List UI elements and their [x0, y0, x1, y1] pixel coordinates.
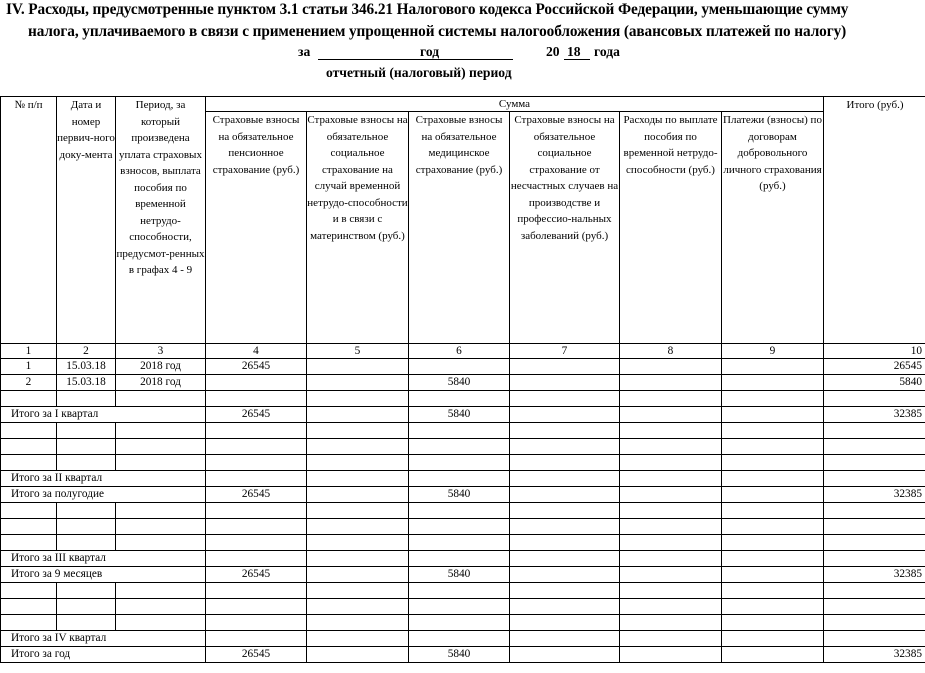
- total-medical[interactable]: 5840: [409, 407, 510, 423]
- col-header-voluntary: Платежи (взносы) по договорам добровольного личного страхования (руб.): [722, 112, 824, 344]
- total-sum[interactable]: 32385: [824, 647, 925, 663]
- row-sick-pay[interactable]: [620, 359, 722, 375]
- total-label: Итого за 9 месяцев: [1, 567, 206, 583]
- total-label: Итого за II квартал: [1, 471, 206, 487]
- row-accident[interactable]: [510, 375, 620, 391]
- table-row: [1, 391, 925, 407]
- section-title-line-1: IV. Расходы, предусмотренные пунктом 3.1 статьи 346.21 Налогового кодекса Российской Федерации, уменьшающие сумму: [6, 1, 849, 18]
- total-pension[interactable]: 26545: [206, 407, 307, 423]
- col-number: 9: [722, 344, 824, 359]
- form-header: [0, 0, 925, 96]
- table-row: [1, 535, 925, 551]
- col-header-sum: Сумма: [206, 97, 824, 112]
- row-total[interactable]: 5840: [824, 375, 925, 391]
- total-row-year: [1, 647, 925, 663]
- total-label: Итого за IV квартал: [1, 631, 206, 647]
- za-label: за: [298, 44, 311, 59]
- row-voluntary[interactable]: [722, 359, 824, 375]
- col-header-period: Период, за который произведена уплата страховых взносов, выплата пособия по временной нетрудо-способности, предусмот-ренных в графах 4 - 9: [116, 97, 206, 344]
- total-row-q2: [1, 471, 925, 487]
- total-pension[interactable]: 26545: [206, 487, 307, 503]
- col-number: 6: [409, 344, 510, 359]
- row-medical[interactable]: [409, 359, 510, 375]
- table-row: [1, 455, 925, 471]
- col-number: 7: [510, 344, 620, 359]
- total-medical[interactable]: 5840: [409, 647, 510, 663]
- total-label: Итого за год: [1, 647, 206, 663]
- table-row: [1, 519, 925, 535]
- total-row-9-months: [1, 567, 925, 583]
- total-medical[interactable]: 5840: [409, 487, 510, 503]
- table-row: [1, 423, 925, 439]
- column-numbers-row: [1, 344, 925, 359]
- table-row: [1, 439, 925, 455]
- total-sum[interactable]: 32385: [824, 567, 925, 583]
- col-number: 5: [307, 344, 409, 359]
- total-row-q4: [1, 631, 925, 647]
- table-row: [1, 375, 925, 391]
- table-row: [1, 615, 925, 631]
- row-total[interactable]: 26545: [824, 359, 925, 375]
- table-row: [1, 503, 925, 519]
- row-period[interactable]: 2018 год: [116, 375, 206, 391]
- total-label: Итого за III квартал: [1, 551, 206, 567]
- row-pension[interactable]: 26545: [206, 359, 307, 375]
- col-number: 10: [824, 344, 925, 359]
- row-medical[interactable]: 5840: [409, 375, 510, 391]
- table-row: [1, 599, 925, 615]
- col-number: 4: [206, 344, 307, 359]
- total-pension[interactable]: 26545: [206, 647, 307, 663]
- col-header-accident: Страховые взносы на обязательное социальное страхование от несчастных случаев на производстве и профессио-нальных заболеваний (руб.): [510, 112, 620, 344]
- year-field[interactable]: 18: [567, 44, 581, 59]
- row-pension[interactable]: [206, 375, 307, 391]
- col-number: 8: [620, 344, 722, 359]
- row-number[interactable]: 2: [1, 375, 57, 391]
- row-sick-pay[interactable]: [620, 375, 722, 391]
- total-label: Итого за I квартал: [1, 407, 206, 423]
- total-row-q3: [1, 551, 925, 567]
- col-number: 3: [116, 344, 206, 359]
- total-sum[interactable]: 32385: [824, 487, 925, 503]
- row-social[interactable]: [307, 375, 409, 391]
- row-date[interactable]: 15.03.18: [57, 375, 116, 391]
- expenses-table: [0, 96, 925, 663]
- total-label: Итого за полугодие: [1, 487, 206, 503]
- col-header-sick-pay: Расходы по выплате пособия по временной нетрудо-способности (руб.): [620, 112, 722, 344]
- col-header-number: № п/п: [1, 97, 57, 344]
- row-accident[interactable]: [510, 359, 620, 375]
- row-number[interactable]: 1: [1, 359, 57, 375]
- table-row: [1, 359, 925, 375]
- goda-label: года: [594, 44, 620, 59]
- total-pension[interactable]: 26545: [206, 567, 307, 583]
- col-header-date: Дата и номер первич-ного доку-мента: [57, 97, 116, 344]
- total-medical[interactable]: 5840: [409, 567, 510, 583]
- section-title-line-2: налога, уплачиваемого в связи с применением упрощенной системы налогообложения (авансовых платежей по налогу): [28, 23, 847, 40]
- period-caption: отчетный (налоговый) период: [326, 65, 512, 80]
- col-number: 1: [1, 344, 57, 359]
- table-row: [1, 583, 925, 599]
- total-sum[interactable]: 32385: [824, 407, 925, 423]
- row-period[interactable]: 2018 год: [116, 359, 206, 375]
- col-header-total: Итого (руб.): [824, 97, 925, 344]
- col-header-social: Страховые взносы на обязательное социальное страхование на случай временной нетрудо-способности и в связи с материнством (руб.): [307, 112, 409, 344]
- row-social[interactable]: [307, 359, 409, 375]
- row-date[interactable]: 15.03.18: [57, 359, 116, 375]
- total-row-q1: [1, 407, 925, 423]
- col-number: 2: [57, 344, 116, 359]
- century-label: 20: [546, 44, 560, 59]
- period-underline: [318, 59, 513, 60]
- total-row-half-year: [1, 487, 925, 503]
- god-label: год: [420, 44, 440, 59]
- row-voluntary[interactable]: [722, 375, 824, 391]
- col-header-medical: Страховые взносы на обязательное медицинское страхование (руб.): [409, 112, 510, 344]
- year-underline: [564, 59, 590, 60]
- col-header-pension: Страховые взносы на обязательное пенсионное страхование (руб.): [206, 112, 307, 344]
